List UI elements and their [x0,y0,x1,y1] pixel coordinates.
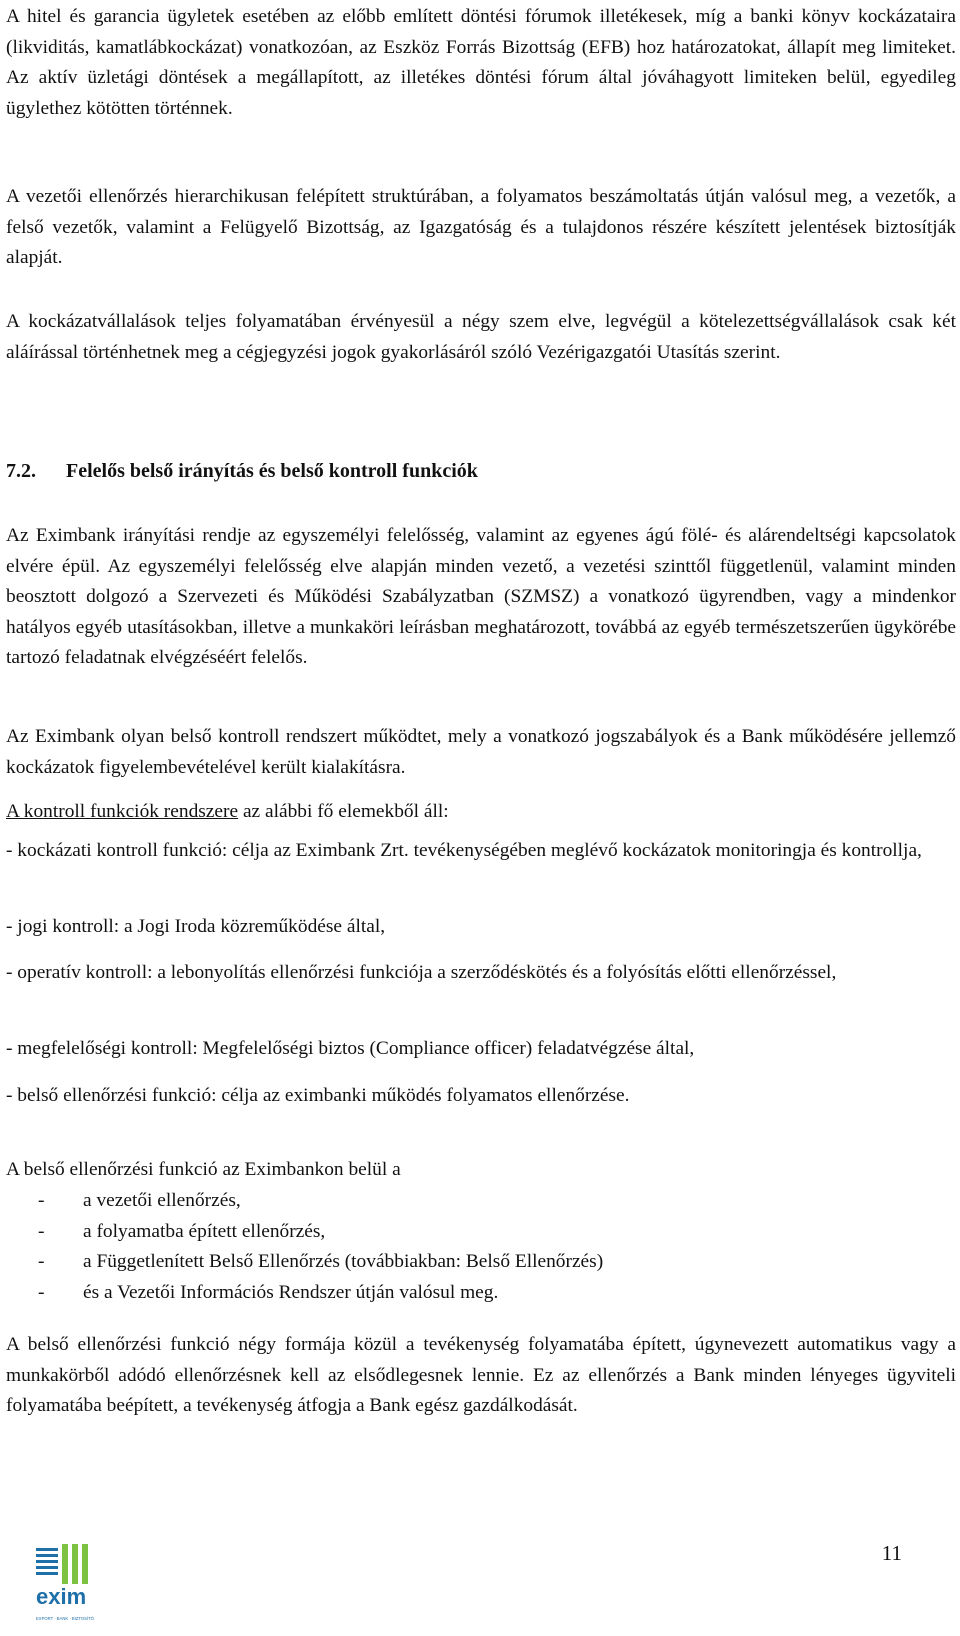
logo-tagline: EXPORT · BANK · BIZTOSÍTÓ [36,1616,94,1621]
control-system-underlined: A kontroll funkciók rendszere [6,801,239,822]
logo-bars-icon [36,1544,88,1584]
section-number: 7.2. [6,460,36,482]
paragraph-internal-control: Az Eximbank olyan belső kontroll rendszert működtet, mely a vonatkozó jogszabályok és a Bank működésére jellemző kockázatok figyelembevételével került kialakításra. [6,726,956,778]
paragraph-control-system-intro [6,797,956,828]
paragraph-decision-forums: A hitel és garancia ügyletek esetében az előbb említett döntési fórumok illetékesek, míg a banki könyv kockázataira (likviditás, kamatlábkockázat) vonatkozóan, az Eszköz Forrás Bizottság (EFB) hoz határozatokat, állapít meg limiteket. Az aktív üzletági döntések a megállapított, az illetékes döntési fórum által jóváhagyott limiteken belül, egyedileg ügylethez kötötten történnek. [6,6,956,119]
logo-wordmark: exim [36,1584,87,1609]
paragraph-four-eyes: A kockázatvállalások teljes folyamatában érvényesül a négy szem elve, legvégül a kötelezettségvállalások csak két aláírással történhetnek meg a cégjegyzési jogok gyakorlásáról szóló Vezérigazgatói Utasítás szerint. [6,311,956,363]
paragraph-audit-forms-intro: A belső ellenőrzési funkció az Eximbankon belül a [6,1159,401,1180]
page-number: 11 [881,1541,902,1565]
section-heading [6,456,478,486]
paragraph-governance: Az Eximbank irányítási rendje az egyszemélyi felelősség, valamint az egyenes ágú fölé- és alárendeltségi kapcsolatok elvére épül. Az egyszemélyi felelősség elve alapján minden vezető, a vezetési szinttől függetlenül, valamint minden beosztott dolgozó a Szervezeti és Működési Szabályzatban (SZMSZ) a vonatkozó ügyrendben, vagy a mindenkor hatályos egyéb utasításokban, illetve a munkaköri leírásban meghatározott, továbbá az egyéb természetszerűen ügykörébe tartozó feladatnak elvégzéséért felelős. [6,525,956,668]
bullet-compliance-control: - megfelelőségi kontroll: Megfelelőségi biztos (Compliance officer) feladatvégzése által, [6,1038,695,1059]
list-dash: - [38,1190,45,1211]
section-title: Felelős belső irányítás és belső kontroll funkciók [66,460,478,482]
list-item: - a folyamatba épített ellenőrzés, [6,1217,603,1248]
paragraph-management-control: A vezetői ellenőrzés hierarchikusan felépített struktúrában, a folyamatos beszámoltatás útján valósul meg, a vezetők, a felső vezetők, valamint a Felügyelő Bizottság, az Igazgatóság és a tulajdonos részére készített jelentések biztosítják alapját. [6,186,956,268]
audit-forms-list [6,1186,603,1308]
bullet-internal-audit: - belső ellenőrzési funkció: célja az eximbanki működés folyamatos ellenőrzése. [6,1085,630,1106]
list-item: - a Függetlenített Belső Ellenőrzés (továbbiakban: Belső Ellenőrzés) [6,1247,603,1278]
bullet-legal-control: - jogi kontroll: a Jogi Iroda közreműködése által, [6,916,386,937]
list-item: - és a Vezetői Információs Rendszer útján valósul meg. [6,1278,603,1309]
exim-logo [34,1542,96,1636]
list-item: - a vezetői ellenőrzés, [6,1186,603,1217]
list-dash: - [38,1281,45,1303]
bullet-operative-control: - operatív kontroll: a lebonyolítás ellenőrzési funkciója a szerződéskötés és a folyósítás előtti ellenőrzéssel, [6,962,837,983]
control-system-rest: az alábbi fő elemekből áll: [238,801,449,822]
list-dash: - [38,1220,45,1242]
paragraph-built-in-audit: A belső ellenőrzési funkció négy formája közül a tevékenység folyamatába épített, úgynevezett automatikus vagy a munkakörből adódó ellenőrzésnek kell az elsődlegesnek lennie. Ez az ellenőrzés a Bank minden lényeges ügyviteli folyamatába beépített, a tevékenység átfogja a Bank egész gazdálkodását. [6,1334,956,1416]
list-dash: - [38,1251,45,1272]
bullet-risk-control: - kockázati kontroll funkció: célja az Eximbank Zrt. tevékenységében meglévő kockázatok monitoringja és kontrollja, [6,840,922,861]
